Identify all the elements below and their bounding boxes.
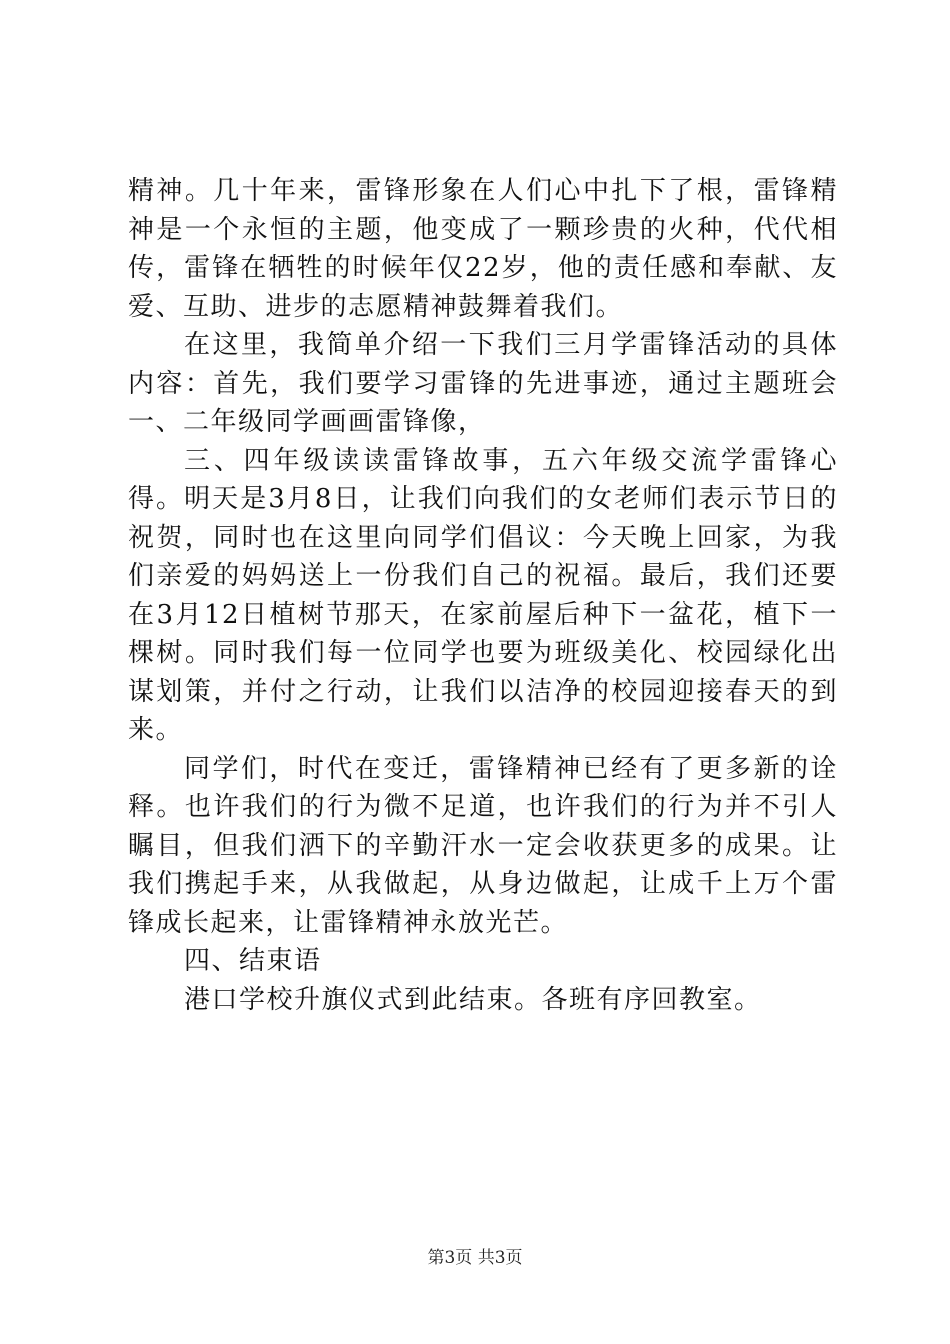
page-number-footer: 第3页 共3页 bbox=[427, 1248, 523, 1268]
paragraph-appeal: 同学们，时代在变迁，雷锋精神已经有了更多新的诠释。也许我们的行为微不足道，也许我们的行为并不引人瞩目，但我们洒下的辛勤汗水一定会收获更多的成果。让我们携起手来，从我做起，从身边做起，让成千上万个雷锋成长起来，让雷锋精神永放光芒。 bbox=[128, 753, 838, 938]
paragraph-activity-details: 三、四年级读读雷锋故事，五六年级交流学雷锋心得。明天是3月8日，让我们向我们的女老师们表示节日的祝贺，同时也在这里向同学们倡议：今天晚上回家，为我们亲爱的妈妈送上一份我们自己的祝福。最后，我们还要在3月12日植树节那天，在家前屋后种下一盆花，植下一棵树。同时我们每一位同学也要为班级美化、校园绿化出谋划策，并付之行动，让我们以洁净的校园迎接春天的到来。 bbox=[128, 445, 838, 745]
paragraph-closing: 港口学校升旗仪式到此结束。各班有序回教室。 bbox=[184, 984, 762, 1015]
section-heading-closing: 四、结束语 bbox=[184, 946, 322, 976]
paragraph-activity-intro: 在这里，我简单介绍一下我们三月学雷锋活动的具体内容：首先，我们要学习雷锋的先进事迹，通过主题班会一、二年级同学画画雷锋像， bbox=[128, 330, 838, 437]
paragraph-continuation: 精神。几十年来，雷锋形象在人们心中扎下了根，雷锋精神是一个永恒的主题，他变成了一颗珍贵的火种，代代相传，雷锋在牺牲的时候年仅22岁，他的责任感和奉献、友爱、互助、进步的志愿精神鼓舞着我们。 bbox=[128, 176, 838, 322]
document-body bbox=[128, 172, 838, 1019]
